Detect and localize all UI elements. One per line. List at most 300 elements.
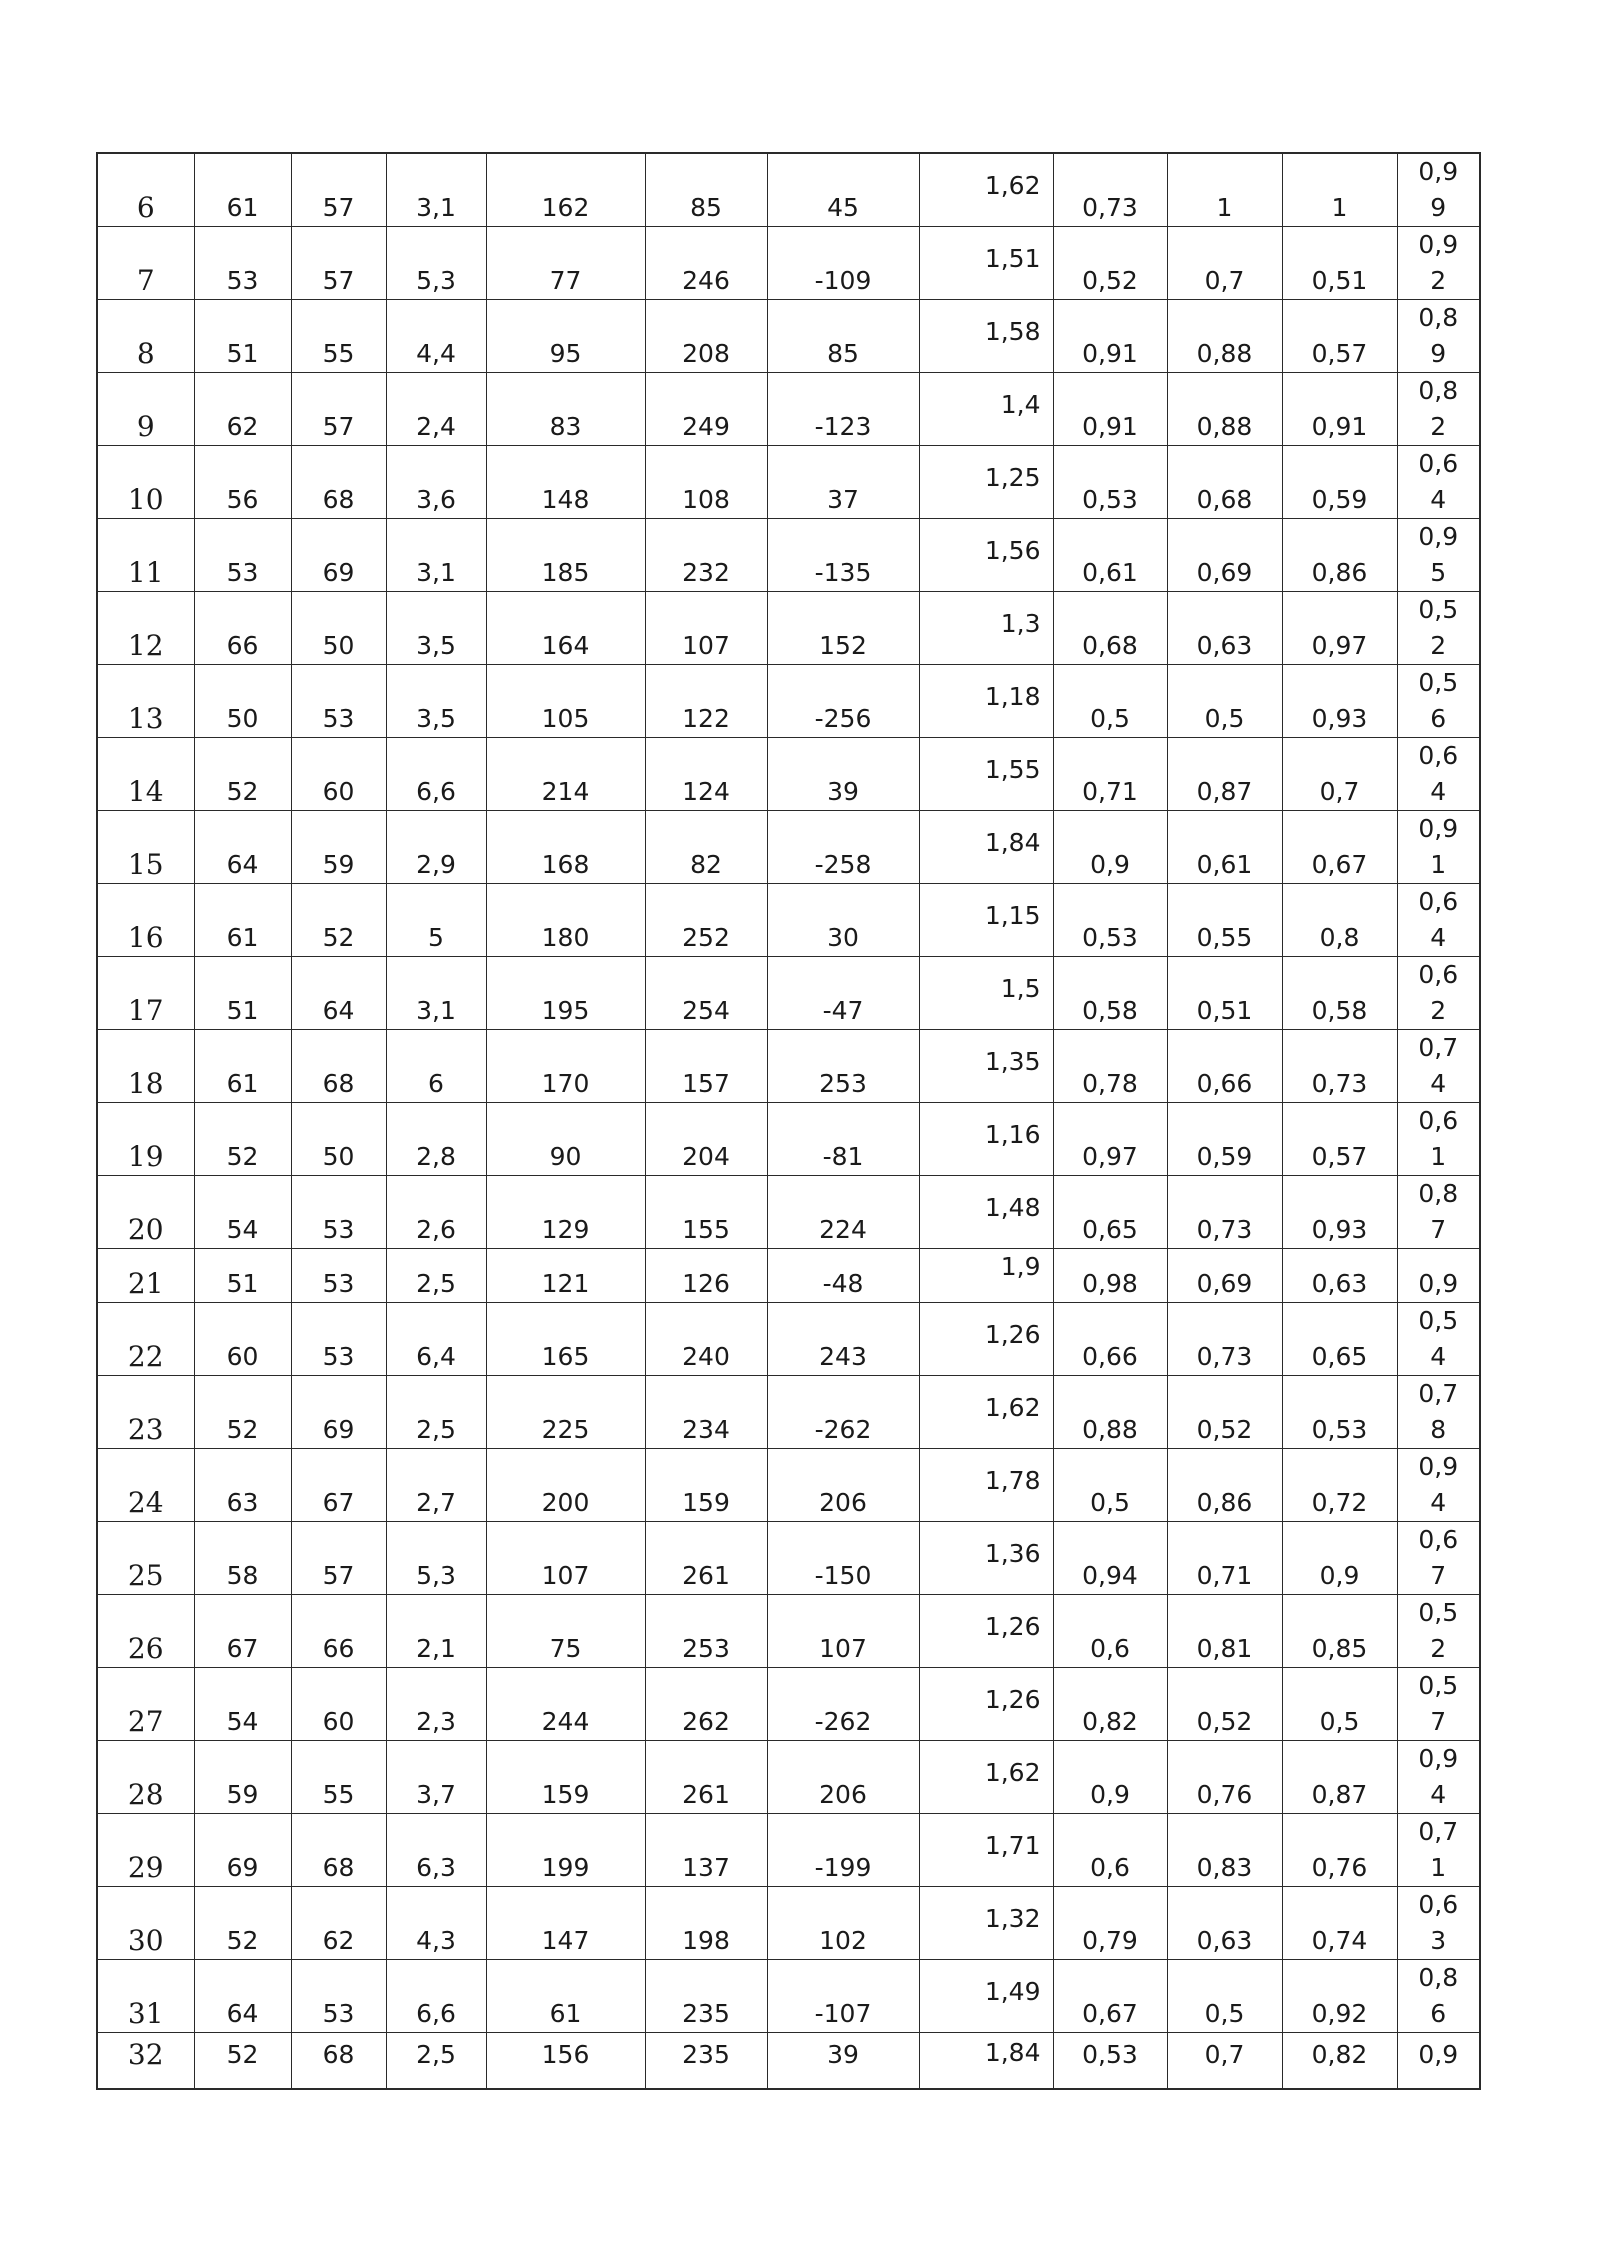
- last-column-cell: [1397, 1887, 1480, 1960]
- table-row: [97, 1960, 1480, 2033]
- coefficient-cell: 0,52: [1167, 1376, 1282, 1449]
- row-number-cell: 21: [97, 1249, 194, 1303]
- row-number-cell: 31: [97, 1960, 194, 2033]
- value-cell: 59: [194, 1741, 291, 1814]
- value-cell: 62: [194, 373, 291, 446]
- value-cell: 63: [194, 1449, 291, 1522]
- ratio-cell: 1,62: [919, 153, 1053, 227]
- value-cell: 206: [767, 1449, 919, 1522]
- coefficient-cell: 0,87: [1167, 738, 1282, 811]
- value-cell: -150: [767, 1522, 919, 1595]
- value-cell: 254: [645, 957, 767, 1030]
- value-cell: 3,1: [386, 957, 486, 1030]
- row-number-cell: 7: [97, 227, 194, 300]
- row-number-cell: 10: [97, 446, 194, 519]
- coefficient-cell: 0,86: [1282, 519, 1397, 592]
- wrapped-value-line: 0,7 1: [1418, 1817, 1459, 1882]
- value-cell: -109: [767, 227, 919, 300]
- value-cell: 2,8: [386, 1103, 486, 1176]
- row-number-cell: 25: [97, 1522, 194, 1595]
- coefficient-cell: 0,71: [1167, 1522, 1282, 1595]
- value-cell: 168: [486, 811, 645, 884]
- value-cell: 232: [645, 519, 767, 592]
- wrapped-value-line: 0,9 4: [1418, 1744, 1459, 1809]
- value-cell: 57: [291, 227, 386, 300]
- value-cell: 107: [486, 1522, 645, 1595]
- value-cell: 159: [486, 1741, 645, 1814]
- ratio-cell: 1,62: [919, 1741, 1053, 1814]
- value-cell: 261: [645, 1741, 767, 1814]
- value-cell: 3,5: [386, 592, 486, 665]
- row-number-cell: 13: [97, 665, 194, 738]
- value-cell: 52: [291, 884, 386, 957]
- wrapped-value-line: 0,6 4: [1418, 741, 1459, 806]
- coefficient-cell: 0,73: [1282, 1030, 1397, 1103]
- wrapped-value-line: 0,5 7: [1418, 1671, 1459, 1736]
- table-row: [97, 1522, 1480, 1595]
- value-cell: 82: [645, 811, 767, 884]
- last-column-cell: [1397, 1595, 1480, 1668]
- coefficient-cell: 0,66: [1053, 1303, 1167, 1376]
- last-column-cell: [1397, 665, 1480, 738]
- coefficient-cell: 0,63: [1167, 1887, 1282, 1960]
- value-cell: 64: [194, 811, 291, 884]
- coefficient-cell: 0,57: [1282, 1103, 1397, 1176]
- coefficient-cell: 0,76: [1282, 1814, 1397, 1887]
- value-cell: 64: [291, 957, 386, 1030]
- ratio-cell: 1,48: [919, 1176, 1053, 1249]
- value-cell: 180: [486, 884, 645, 957]
- coefficient-cell: 0,88: [1167, 300, 1282, 373]
- coefficient-cell: 0,73: [1053, 153, 1167, 227]
- coefficient-cell: 0,5: [1282, 1668, 1397, 1741]
- coefficient-cell: 0,58: [1053, 957, 1167, 1030]
- coefficient-cell: 0,55: [1167, 884, 1282, 957]
- value-cell: 68: [291, 2033, 386, 2089]
- coefficient-cell: 0,76: [1167, 1741, 1282, 1814]
- table-row: [97, 153, 1480, 227]
- value-cell: 198: [645, 1887, 767, 1960]
- value-cell: 6,4: [386, 1303, 486, 1376]
- coefficient-cell: 0,8: [1282, 884, 1397, 957]
- value-cell: 68: [291, 1814, 386, 1887]
- value-cell: 164: [486, 592, 645, 665]
- last-column-cell: [1397, 1303, 1480, 1376]
- value-cell: 39: [767, 2033, 919, 2089]
- coefficient-cell: 0,79: [1053, 1887, 1167, 1960]
- coefficient-cell: 0,83: [1167, 1814, 1282, 1887]
- wrapped-value-line: 0,5 6: [1418, 668, 1459, 733]
- coefficient-cell: 0,9: [1053, 811, 1167, 884]
- table-row: [97, 592, 1480, 665]
- table-row: [97, 1249, 1480, 1303]
- value-cell: 57: [291, 1522, 386, 1595]
- coefficient-cell: 0,94: [1053, 1522, 1167, 1595]
- last-column-cell: [1397, 153, 1480, 227]
- value-cell: 52: [194, 1887, 291, 1960]
- row-number-cell: 8: [97, 300, 194, 373]
- value-cell: 129: [486, 1176, 645, 1249]
- value-cell: -262: [767, 1376, 919, 1449]
- value-cell: 57: [291, 153, 386, 227]
- coefficient-cell: 0,53: [1053, 2033, 1167, 2089]
- last-column-cell: [1397, 1814, 1480, 1887]
- value-cell: -48: [767, 1249, 919, 1303]
- value-cell: 68: [291, 1030, 386, 1103]
- value-cell: -81: [767, 1103, 919, 1176]
- row-number-cell: 18: [97, 1030, 194, 1103]
- value-cell: 6,6: [386, 738, 486, 811]
- coefficient-cell: 0,88: [1053, 1376, 1167, 1449]
- value-cell: 204: [645, 1103, 767, 1176]
- value-cell: 235: [645, 2033, 767, 2089]
- value-cell: 102: [767, 1887, 919, 1960]
- row-number-cell: 14: [97, 738, 194, 811]
- coefficient-cell: 0,71: [1053, 738, 1167, 811]
- table-row: [97, 373, 1480, 446]
- last-column-cell: [1397, 884, 1480, 957]
- value-cell: 39: [767, 738, 919, 811]
- coefficient-cell: 0,69: [1167, 1249, 1282, 1303]
- value-cell: 61: [194, 153, 291, 227]
- table-row: [97, 446, 1480, 519]
- last-column-cell: [1397, 1449, 1480, 1522]
- value-cell: 152: [767, 592, 919, 665]
- value-cell: 185: [486, 519, 645, 592]
- coefficient-cell: 0,92: [1282, 1960, 1397, 2033]
- value-cell: 159: [645, 1449, 767, 1522]
- coefficient-cell: 0,97: [1282, 592, 1397, 665]
- row-number-cell: 17: [97, 957, 194, 1030]
- coefficient-cell: 0,51: [1167, 957, 1282, 1030]
- ratio-cell: 1,16: [919, 1103, 1053, 1176]
- coefficient-cell: 0,52: [1053, 227, 1167, 300]
- value-cell: -256: [767, 665, 919, 738]
- wrapped-value-line: 0,5 2: [1418, 1598, 1459, 1663]
- value-cell: 90: [486, 1103, 645, 1176]
- value-cell: 137: [645, 1814, 767, 1887]
- value-cell: 2,7: [386, 1449, 486, 1522]
- row-number-cell: 12: [97, 592, 194, 665]
- wrapped-value-line: 0,8 9: [1418, 303, 1459, 368]
- value-cell: 157: [645, 1030, 767, 1103]
- value-cell: 165: [486, 1303, 645, 1376]
- value-cell: 53: [291, 1176, 386, 1249]
- ratio-cell: 1,26: [919, 1595, 1053, 1668]
- data-table: [96, 152, 1481, 2090]
- value-cell: 244: [486, 1668, 645, 1741]
- value-cell: -258: [767, 811, 919, 884]
- last-column-cell: [1397, 1741, 1480, 1814]
- ratio-cell: 1,62: [919, 1376, 1053, 1449]
- value-cell: 108: [645, 446, 767, 519]
- ratio-cell: 1,26: [919, 1668, 1053, 1741]
- table-row: [97, 665, 1480, 738]
- row-number-cell: 23: [97, 1376, 194, 1449]
- coefficient-cell: 0,57: [1282, 300, 1397, 373]
- value-cell: 66: [291, 1595, 386, 1668]
- ratio-cell: 1,25: [919, 446, 1053, 519]
- row-number-cell: 6: [97, 153, 194, 227]
- value-cell: 59: [291, 811, 386, 884]
- coefficient-cell: 0,5: [1053, 1449, 1167, 1522]
- value-cell: 53: [291, 1960, 386, 2033]
- value-cell: 199: [486, 1814, 645, 1887]
- table-row: [97, 1103, 1480, 1176]
- coefficient-cell: 0,58: [1282, 957, 1397, 1030]
- value-cell: 6: [386, 1030, 486, 1103]
- coefficient-cell: 0,86: [1167, 1449, 1282, 1522]
- value-cell: 52: [194, 738, 291, 811]
- table-row: [97, 1887, 1480, 1960]
- ratio-cell: 1,58: [919, 300, 1053, 373]
- value-cell: 3,5: [386, 665, 486, 738]
- value-cell: 105: [486, 665, 645, 738]
- last-column-cell: [1397, 227, 1480, 300]
- value-cell: 52: [194, 1103, 291, 1176]
- coefficient-cell: 0,85: [1282, 1595, 1397, 1668]
- row-number-cell: 20: [97, 1176, 194, 1249]
- coefficient-cell: 0,74: [1282, 1887, 1397, 1960]
- value-cell: 5: [386, 884, 486, 957]
- coefficient-cell: 0,66: [1167, 1030, 1282, 1103]
- value-cell: 77: [486, 227, 645, 300]
- coefficient-cell: 0,5: [1167, 1960, 1282, 2033]
- value-cell: 235: [645, 1960, 767, 2033]
- ratio-cell: 1,49: [919, 1960, 1053, 2033]
- value-cell: 57: [291, 373, 386, 446]
- value-cell: 51: [194, 957, 291, 1030]
- value-cell: 4,3: [386, 1887, 486, 1960]
- coefficient-cell: 0,68: [1167, 446, 1282, 519]
- value-cell: 6,6: [386, 1960, 486, 2033]
- wrapped-value-line: 0,6 2: [1418, 960, 1459, 1025]
- value-cell: 50: [291, 1103, 386, 1176]
- wrapped-value-line: 0,6 1: [1418, 1106, 1459, 1171]
- last-column-cell: 0,9: [1397, 2033, 1480, 2089]
- coefficient-cell: 0,7: [1282, 738, 1397, 811]
- coefficient-cell: 0,97: [1053, 1103, 1167, 1176]
- coefficient-cell: 0,73: [1167, 1303, 1282, 1376]
- value-cell: 253: [645, 1595, 767, 1668]
- coefficient-cell: 0,53: [1053, 884, 1167, 957]
- value-cell: 55: [291, 1741, 386, 1814]
- value-cell: 45: [767, 153, 919, 227]
- table-row: [97, 1030, 1480, 1103]
- value-cell: 75: [486, 1595, 645, 1668]
- coefficient-cell: 0,61: [1053, 519, 1167, 592]
- value-cell: 53: [291, 665, 386, 738]
- coefficient-cell: 0,6: [1053, 1814, 1167, 1887]
- ratio-cell: 1,9: [919, 1249, 1053, 1303]
- value-cell: 3,6: [386, 446, 486, 519]
- table-row: [97, 519, 1480, 592]
- value-cell: 50: [291, 592, 386, 665]
- value-cell: 206: [767, 1741, 919, 1814]
- coefficient-cell: 0,65: [1282, 1303, 1397, 1376]
- coefficient-cell: 0,65: [1053, 1176, 1167, 1249]
- coefficient-cell: 0,6: [1053, 1595, 1167, 1668]
- value-cell: 68: [291, 446, 386, 519]
- wrapped-value-line: 0,7 8: [1418, 1379, 1459, 1444]
- value-cell: 126: [645, 1249, 767, 1303]
- value-cell: 54: [194, 1668, 291, 1741]
- value-cell: 55: [291, 300, 386, 373]
- value-cell: 234: [645, 1376, 767, 1449]
- value-cell: 2,3: [386, 1668, 486, 1741]
- value-cell: 53: [194, 519, 291, 592]
- table-row: [97, 227, 1480, 300]
- table-row: [97, 1595, 1480, 1668]
- table-row: [97, 1303, 1480, 1376]
- ratio-cell: 1,35: [919, 1030, 1053, 1103]
- table-row: [97, 1668, 1480, 1741]
- value-cell: 208: [645, 300, 767, 373]
- coefficient-cell: 0,91: [1053, 300, 1167, 373]
- table-row: [97, 811, 1480, 884]
- last-column-cell: [1397, 1030, 1480, 1103]
- wrapped-value-line: 0,9 2: [1418, 230, 1459, 295]
- row-number-cell: 11: [97, 519, 194, 592]
- value-cell: 240: [645, 1303, 767, 1376]
- value-cell: 85: [767, 300, 919, 373]
- value-cell: 147: [486, 1887, 645, 1960]
- value-cell: -107: [767, 1960, 919, 2033]
- row-number-cell: 26: [97, 1595, 194, 1668]
- value-cell: 30: [767, 884, 919, 957]
- wrapped-value-line: 0,9 9: [1418, 157, 1459, 222]
- value-cell: -135: [767, 519, 919, 592]
- value-cell: 246: [645, 227, 767, 300]
- coefficient-cell: 0,9: [1053, 1741, 1167, 1814]
- coefficient-cell: 0,88: [1167, 373, 1282, 446]
- value-cell: 122: [645, 665, 767, 738]
- value-cell: 121: [486, 1249, 645, 1303]
- value-cell: 224: [767, 1176, 919, 1249]
- last-column-cell: [1397, 1103, 1480, 1176]
- value-cell: -47: [767, 957, 919, 1030]
- ratio-cell: 1,15: [919, 884, 1053, 957]
- value-cell: 67: [291, 1449, 386, 1522]
- last-column-cell: [1397, 446, 1480, 519]
- coefficient-cell: 0,63: [1282, 1249, 1397, 1303]
- coefficient-cell: 0,7: [1167, 227, 1282, 300]
- coefficient-cell: 0,5: [1053, 665, 1167, 738]
- coefficient-cell: 0,53: [1053, 446, 1167, 519]
- value-cell: 2,4: [386, 373, 486, 446]
- coefficient-cell: 0,73: [1167, 1176, 1282, 1249]
- table-row: [97, 738, 1480, 811]
- wrapped-value-line: 0,9 5: [1418, 522, 1459, 587]
- value-cell: 69: [194, 1814, 291, 1887]
- coefficient-cell: 0,67: [1282, 811, 1397, 884]
- coefficient-cell: 0,68: [1053, 592, 1167, 665]
- value-cell: 261: [645, 1522, 767, 1595]
- wrapped-value-line: 0,8 2: [1418, 376, 1459, 441]
- table-row: [97, 1741, 1480, 1814]
- coefficient-cell: 0,93: [1282, 665, 1397, 738]
- value-cell: -262: [767, 1668, 919, 1741]
- coefficient-cell: 0,87: [1282, 1741, 1397, 1814]
- row-number-cell: 24: [97, 1449, 194, 1522]
- last-column-cell: [1397, 519, 1480, 592]
- value-cell: 156: [486, 2033, 645, 2089]
- value-cell: 66: [194, 592, 291, 665]
- value-cell: -199: [767, 1814, 919, 1887]
- ratio-cell: 1,56: [919, 519, 1053, 592]
- table-row: [97, 884, 1480, 957]
- coefficient-cell: 0,7: [1167, 2033, 1282, 2089]
- value-cell: 64: [194, 1960, 291, 2033]
- ratio-cell: 1,36: [919, 1522, 1053, 1595]
- last-column-cell: [1397, 373, 1480, 446]
- coefficient-cell: 0,82: [1282, 2033, 1397, 2089]
- value-cell: 3,7: [386, 1741, 486, 1814]
- value-cell: 60: [291, 738, 386, 811]
- value-cell: 155: [645, 1176, 767, 1249]
- value-cell: 124: [645, 738, 767, 811]
- value-cell: 2,9: [386, 811, 486, 884]
- value-cell: 53: [194, 227, 291, 300]
- value-cell: 53: [291, 1249, 386, 1303]
- value-cell: 2,1: [386, 1595, 486, 1668]
- row-number-cell: 19: [97, 1103, 194, 1176]
- last-column-cell: [1397, 1960, 1480, 2033]
- value-cell: 148: [486, 446, 645, 519]
- row-number-cell: 16: [97, 884, 194, 957]
- ratio-cell: 1,84: [919, 811, 1053, 884]
- last-column-cell: [1397, 1522, 1480, 1595]
- table-row: [97, 2033, 1480, 2089]
- coefficient-cell: 0,5: [1167, 665, 1282, 738]
- value-cell: 61: [194, 884, 291, 957]
- coefficient-cell: 0,93: [1282, 1176, 1397, 1249]
- ratio-cell: 1,4: [919, 373, 1053, 446]
- coefficient-cell: 1: [1282, 153, 1397, 227]
- value-cell: 162: [486, 153, 645, 227]
- ratio-cell: 1,18: [919, 665, 1053, 738]
- value-cell: 52: [194, 2033, 291, 2089]
- wrapped-value-line: 0,8 6: [1418, 1963, 1459, 2028]
- value-cell: 225: [486, 1376, 645, 1449]
- row-number-cell: 32: [97, 2033, 194, 2089]
- wrapped-value-line: 0,6 3: [1418, 1890, 1459, 1955]
- table-row: [97, 1376, 1480, 1449]
- row-number-cell: 27: [97, 1668, 194, 1741]
- row-number-cell: 29: [97, 1814, 194, 1887]
- coefficient-cell: 0,51: [1282, 227, 1397, 300]
- value-cell: 69: [291, 519, 386, 592]
- wrapped-value-line: 0,9 4: [1418, 1452, 1459, 1517]
- value-cell: 50: [194, 665, 291, 738]
- wrapped-value-line: 0,7 4: [1418, 1033, 1459, 1098]
- ratio-cell: 1,55: [919, 738, 1053, 811]
- value-cell: 107: [767, 1595, 919, 1668]
- coefficient-cell: 0,78: [1053, 1030, 1167, 1103]
- coefficient-cell: 0,91: [1053, 373, 1167, 446]
- wrapped-value-line: 0,6 4: [1418, 887, 1459, 952]
- value-cell: 83: [486, 373, 645, 446]
- value-cell: 5,3: [386, 1522, 486, 1595]
- value-cell: 2,5: [386, 1376, 486, 1449]
- coefficient-cell: 0,63: [1167, 592, 1282, 665]
- last-column-cell: [1397, 811, 1480, 884]
- ratio-cell: 1,26: [919, 1303, 1053, 1376]
- value-cell: 60: [194, 1303, 291, 1376]
- row-number-cell: 28: [97, 1741, 194, 1814]
- value-cell: 2,5: [386, 2033, 486, 2089]
- value-cell: 85: [645, 153, 767, 227]
